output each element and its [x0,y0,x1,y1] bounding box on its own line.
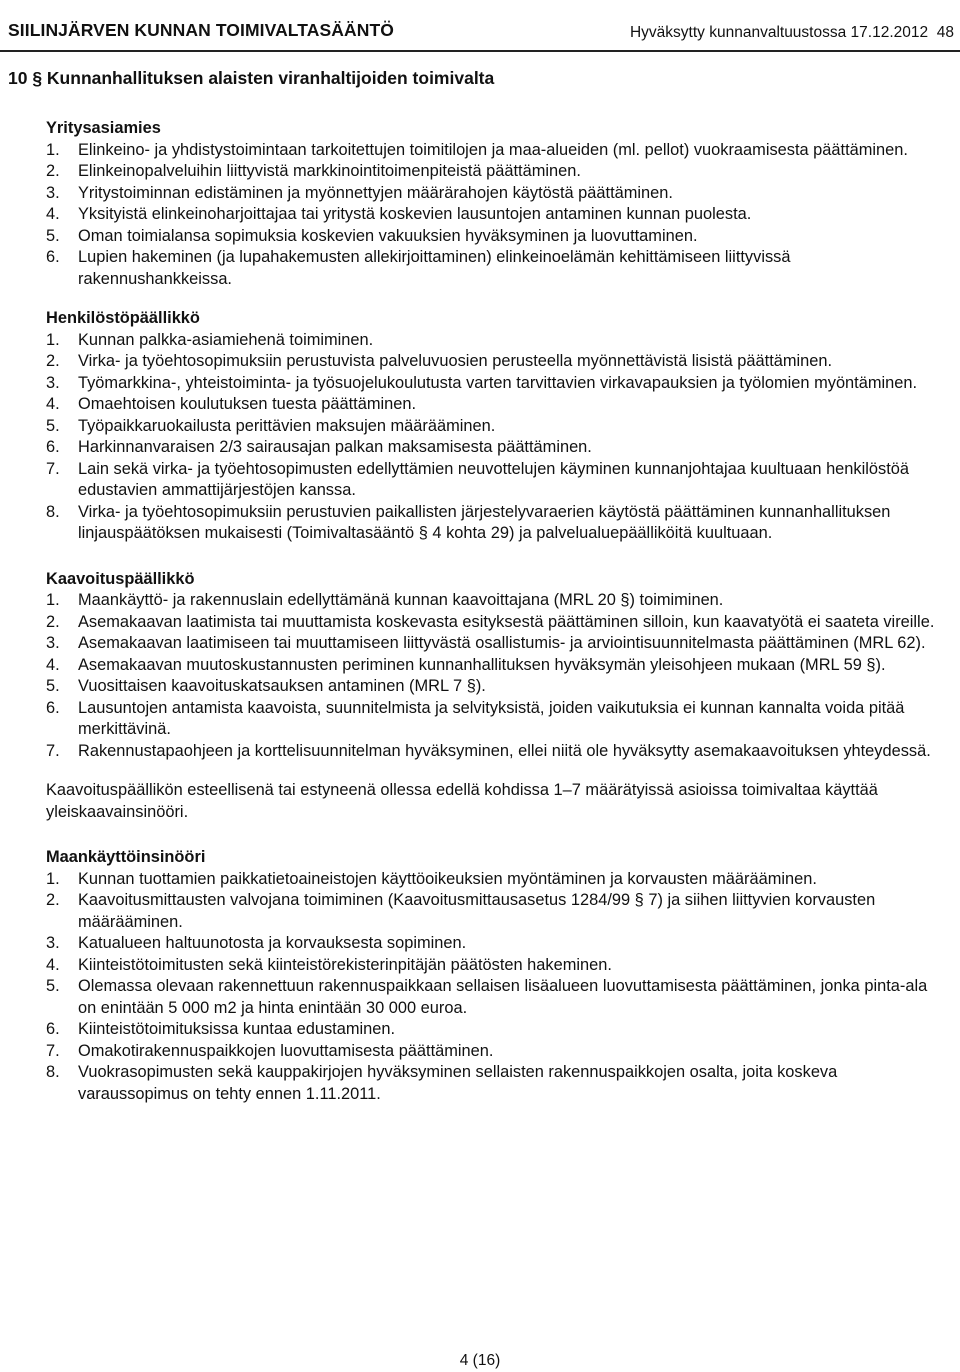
list-item: 5. Oman toimialansa sopimuksia koskevien vakuuksien hyväksyminen ja luovuttaminen. [46,226,698,245]
list-item: 7. Lain sekä virka- ja työehtosopimusten edellyttämien neuvottelujen käyminen kunnanjohtajaa kuultuaan henkilöstöä edustavien ammattijärjestöjen kanssa. [46,459,909,499]
list-item: 7. Omakotirakennuspaikkojen luovuttamisesta päättäminen. [46,1041,494,1060]
page-header [0,14,960,54]
heading-yritysasiamies: Yritysasiamies [46,119,161,137]
list-item: 6. Harkinnanvaraisen 2/3 sairausajan palkan maksamisesta päättäminen. [46,438,592,456]
list-maankayttoinsinoori [46,869,946,1106]
list-item: 4. Asemakaavan muutoskustannusten periminen kunnanhallituksen hyväksymän yleisohjeen mukaan (MRL 59 §). [46,655,886,674]
list-item: 4. Kiinteistötoimitusten sekä kiinteistörekisterinpitäjän päätösten hakeminen. [46,955,612,974]
document-body [46,118,946,1105]
kaavoitus-note: Kaavoituspäällikön esteellisenä tai estyneenä ollessa edellä kohdissa 1–7 määrätyissä asioissa toimivaltaa käyttää yleiskaavainsinööri. [46,781,878,821]
header-right [630,24,954,42]
list-kaavoituspaallikko [46,590,946,762]
list-item: 5. Olemassa olevaan rakennettuun rakennuspaikkaan sellaisen lisäalueen luovuttamisesta päättäminen, jonka pinta-ala on enintään 5 000 m2 ja hinta enintään 30 000 euroa. [46,977,928,1017]
list-item: 7. Rakennustapaohjeen ja korttelisuunnitelman hyväksyminen, ellei niitä ole hyväksytty asemakaavoituksen yhteydessä. [46,741,931,760]
approval-date: Hyväksytty kunnanvaltuustossa 17.12.2012 [629,24,929,41]
list-item: 3. Asemakaavan laatimiseen tai muuttamiseen liittyvästä osallistumis- ja arviointisuunnitelmasta päättäminen (MRL 62). [46,634,926,652]
heading-henkilostopaallikko: Henkilöstöpäällikkö [46,309,200,327]
list-item: 1. Elinkeino- ja yhdistystoimintaan tarkoitettujen toimitilojen ja maa-alueiden (ml. pellot) vuokraamisesta päättäminen. [46,140,908,159]
list-item: 4. Omaehtoisen koulutuksen tuesta päättäminen. [46,395,417,413]
list-item: 3. Katualueen haltuunotosta ja korvauksesta sopiminen. [46,934,467,952]
page-footer: 4 (16) [459,1352,501,1369]
page-number: 48 [936,24,954,41]
list-item: 4. Yksityistä elinkeinoharjoittajaa tai yritystä koskevien lausuntojen antaminen kunnan puolesta. [46,205,752,223]
list-item: 6. Lausuntojen antamista kaavoista, suunnitelmista ja selvityksistä, joiden vaikutuksia ei kunnan kannalta voida pitää merkittävinä. [46,698,905,738]
list-item: 6. Lupien hakeminen (ja lupahakemusten allekirjoittaminen) elinkeinoelämän kehittämiseen liittyvissä rakennushankkeissa. [46,248,791,288]
list-henkilostopaallikko [46,330,946,545]
list-item: 8. Virka- ja työehtosopimuksiin perustuvien paikallisten järjestelyvaraerien käytöstä päättäminen kunnanhallituksen linjauspäätöksen mukaisesti (Toimivaltasääntö § 4 kohta 29) ja palvelualuepäälliköitä kuultuaan. [46,502,891,542]
heading-maankayttoinsinoori: Maankäyttöinsinööri [46,848,206,866]
list-item: 2. Asemakaavan laatimista tai muuttamista koskevasta esityksestä päättäminen silloin, kun kaavatyötä ei saateta vireille. [46,612,935,631]
heading-kaavoituspaallikko: Kaavoituspäällikkö [46,569,195,588]
list-item: 1. Kunnan palkka-asiamiehenä toimiminen. [46,330,374,349]
list-item: 5. Vuosittaisen kaavoituskatsauksen antaminen (MRL 7 §). [46,677,486,695]
list-item: 8. Vuokrasopimusten sekä kauppakirjojen hyväksyminen sellaisten rakennuspaikkojen osalta, joita koskeva varaussopimus on tehty ennen 1.11.2011. [46,1063,838,1103]
list-item: 1. Maankäyttö- ja rakennuslain edellyttämänä kunnan kaavoittajana (MRL 20 §) toimiminen. [46,591,724,609]
list-yritysasiamies [46,140,946,291]
list-item: 2. Kaavoitusmittausten valvojana toimiminen (Kaavoitusmittausasetus 1284/99 § 7) ja siihen liittyvien korvausten määrääminen. [46,891,876,931]
header-rule [0,50,960,52]
list-item: 3. Yritystoiminnan edistäminen ja myönnettyjen määrärahojen käytöstä päättäminen. [46,183,673,202]
list-item: 3. Työmarkkina-, yhteistoiminta- ja työsuojelukoulutusta varten tarvittavien virkavapauksien ja työlomien myöntäminen. [46,373,918,392]
section-title: 10 § Kunnanhallituksen alaisten viranhaltijoiden toimivalta [8,68,495,88]
list-item: 2. Elinkeinopalveluihin liittyvistä markkinointitoimenpiteistä päättäminen. [46,162,581,180]
list-item: 5. Työpaikkaruokailusta perittävien maksujen määrääminen. [46,416,496,435]
document-title: SIILINJÄRVEN KUNNAN TOIMIVALTASÄÄNTÖ [8,20,395,40]
list-item: 1. Kunnan tuottamien paikkatietoaineistojen käyttöoikeuksien myöntäminen ja korvausten määrääminen. [46,869,817,888]
list-item: 6. Kiinteistötoimituksissa kuntaa edustaminen. [46,1020,396,1038]
list-item: 2. Virka- ja työehtosopimuksiin perustuvista palveluvuosien perusteella myönnettävistä lisistä päättäminen. [46,352,833,370]
